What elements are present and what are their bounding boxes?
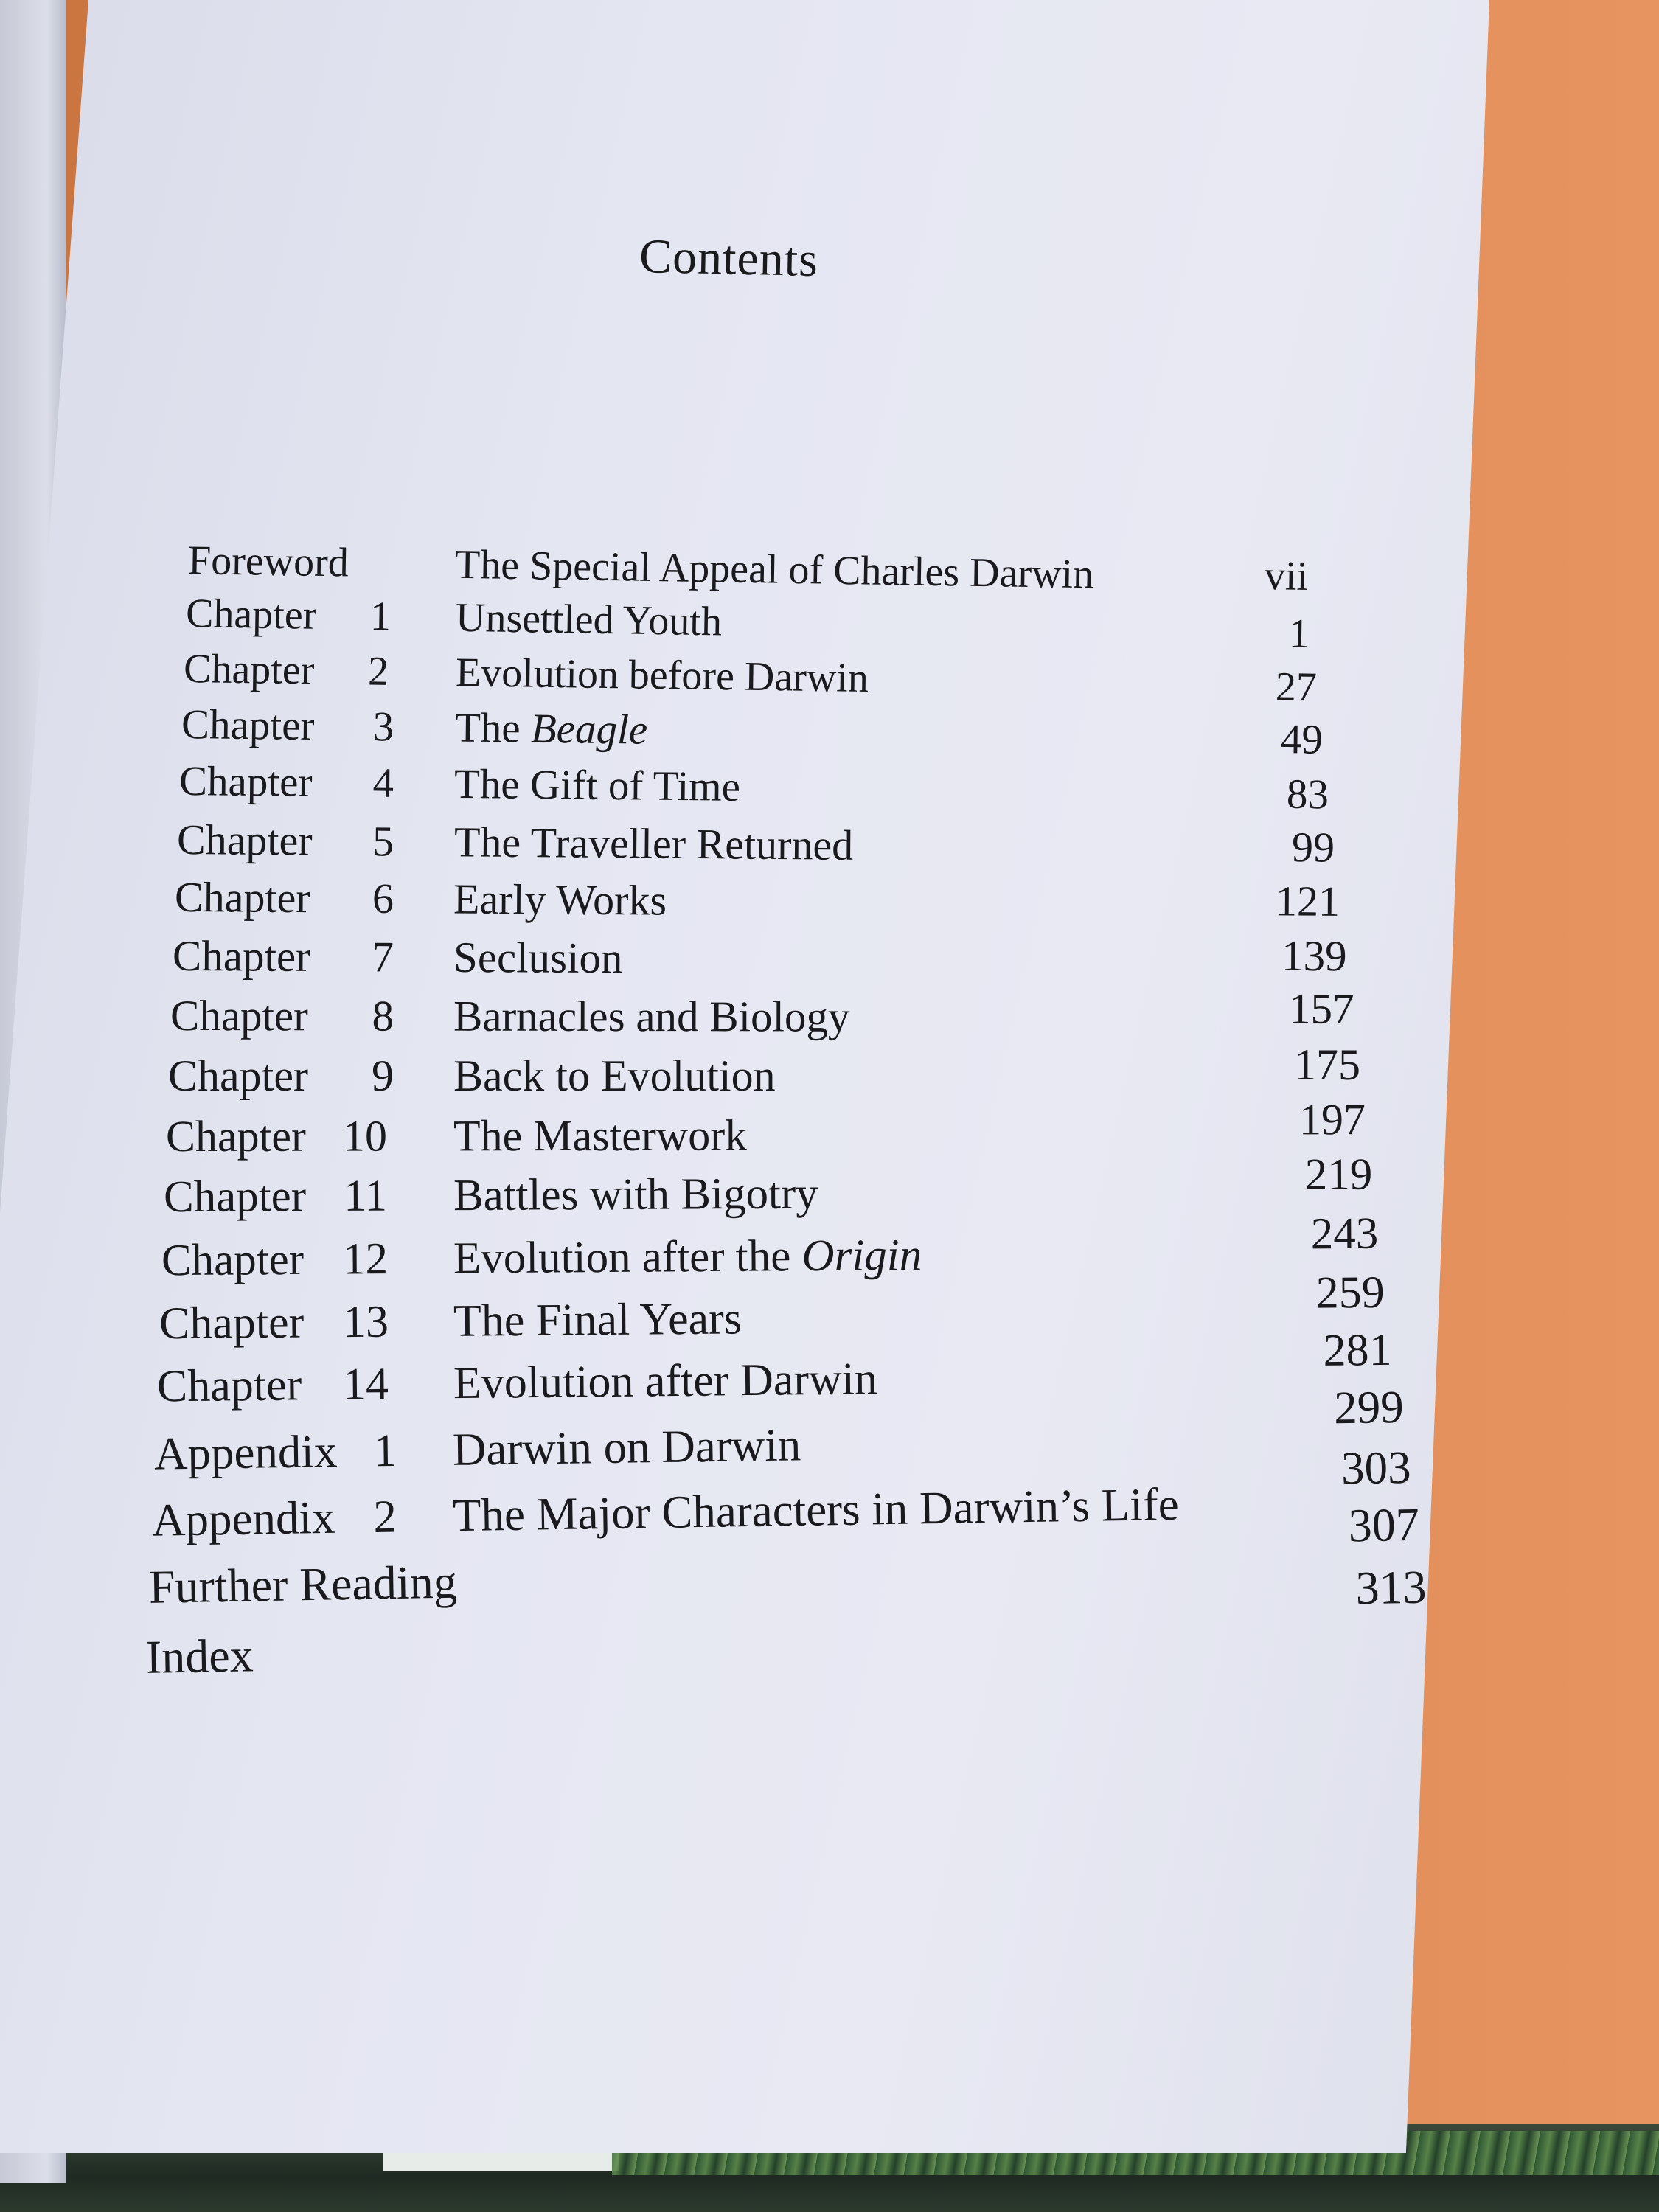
toc-entry-title bbox=[453, 1353, 878, 1410]
toc-entry-title bbox=[454, 817, 854, 870]
toc-entry-number: 3 bbox=[372, 703, 394, 751]
toc-entry-page: 27 bbox=[1275, 664, 1318, 711]
toc-entry-number: 7 bbox=[372, 932, 394, 981]
toc-entry-title-text: The Traveller Returned bbox=[453, 818, 854, 869]
toc-entry-page: 99 bbox=[1291, 823, 1335, 872]
toc-entry-number: 2 bbox=[367, 648, 389, 695]
toc-entry-title-text: The Special Appeal of Charles Darwin bbox=[454, 541, 1094, 598]
toc-entry-label: Foreword bbox=[187, 538, 349, 586]
toc-entry-number: 12 bbox=[342, 1234, 389, 1284]
toc-entry-title-italic: Beagle bbox=[530, 705, 648, 754]
toc-entry-title bbox=[454, 760, 741, 811]
toc-entry-title bbox=[453, 1051, 776, 1102]
toc-entry-label: Appendix bbox=[151, 1491, 335, 1546]
toc-entry-number: 1 bbox=[369, 593, 392, 640]
toc-entry-title bbox=[452, 1418, 801, 1477]
toc-entry-title-text: The Gift of Time bbox=[453, 760, 741, 810]
toc-entry-label: Chapter bbox=[165, 1111, 306, 1161]
toc-entry-number: 9 bbox=[372, 1051, 394, 1100]
toc-entry-page: 49 bbox=[1280, 716, 1324, 763]
toc-entry-label: Chapter bbox=[163, 1172, 307, 1222]
toc-entry-title-text: Back to Evolution bbox=[453, 1051, 776, 1100]
toc-entry-title bbox=[453, 1168, 818, 1222]
toc-entry-label: Appendix bbox=[153, 1425, 338, 1480]
toc-entry-number: 8 bbox=[372, 991, 394, 1040]
toc-entry bbox=[0, 871, 1340, 939]
toc-entry-number: 5 bbox=[372, 817, 394, 866]
toc-entry-label: Chapter bbox=[176, 815, 313, 865]
toc-entry-page: 281 bbox=[1323, 1324, 1392, 1376]
toc-entry bbox=[0, 1040, 1360, 1110]
toc-entry-page: 197 bbox=[1298, 1095, 1366, 1144]
toc-entry-label: Chapter bbox=[174, 872, 310, 922]
toc-entry-label: Index bbox=[145, 1629, 254, 1683]
toc-entry-number: 6 bbox=[372, 874, 394, 922]
toc-entry-title bbox=[453, 1110, 747, 1162]
toc-entry-title bbox=[455, 703, 648, 754]
toc-entry-title-text: Seclusion bbox=[453, 932, 623, 983]
toc-entry bbox=[0, 984, 1354, 1051]
toc-entry-title bbox=[453, 1293, 742, 1347]
page-title: Contents bbox=[639, 229, 819, 288]
toc-entry-number: 1 bbox=[372, 1424, 397, 1477]
toc-entry-title-text: The Masterwork bbox=[453, 1110, 748, 1161]
toc-entry-page: vii bbox=[1264, 553, 1309, 599]
toc-entry-page: 219 bbox=[1304, 1150, 1373, 1200]
toc-entry-title bbox=[455, 541, 1094, 599]
toc-entry-title bbox=[453, 932, 623, 984]
toc-entry-page: 175 bbox=[1294, 1040, 1360, 1089]
toc-entry-label: Chapter bbox=[181, 700, 315, 750]
toc-entry-title-text: Barnacles and Biology bbox=[453, 991, 850, 1041]
toc-entry-page: 313 bbox=[1354, 1560, 1427, 1615]
toc-entry-number: 13 bbox=[342, 1296, 389, 1348]
toc-entry-number: 2 bbox=[372, 1490, 397, 1543]
toc-entry-title-text: Early Works bbox=[453, 874, 667, 925]
toc-entry-title bbox=[456, 649, 869, 702]
toc-entry bbox=[0, 1095, 1366, 1170]
toc-entry-label: Chapter bbox=[172, 931, 310, 981]
toc-entry-label: Chapter bbox=[161, 1234, 305, 1286]
toc-entry-page: 259 bbox=[1315, 1267, 1385, 1318]
toc-entry-number: 4 bbox=[372, 759, 394, 807]
toc-entry bbox=[0, 1150, 1373, 1231]
toc-entry-title bbox=[453, 991, 850, 1043]
toc-entry-label: Further Reading bbox=[148, 1555, 458, 1613]
toc-entry-title bbox=[452, 1478, 1179, 1543]
toc-entry-title bbox=[453, 1230, 922, 1284]
toc-entry-label: Chapter bbox=[168, 1051, 308, 1100]
toc-entry-page: 121 bbox=[1275, 877, 1340, 925]
toc-entry bbox=[0, 930, 1347, 995]
toc-entry-page: 139 bbox=[1281, 931, 1347, 981]
toc-entry-number: 11 bbox=[344, 1171, 388, 1221]
toc-entry-title-text: The Major Characters in Darwin’s Life bbox=[452, 1478, 1180, 1542]
toc-entry-number: 14 bbox=[342, 1359, 389, 1410]
toc-entry-title-text: Battles with Bigotry bbox=[453, 1169, 818, 1221]
toc-entry-label: Chapter bbox=[159, 1297, 305, 1349]
toc-entry-page: 1 bbox=[1288, 611, 1310, 657]
toc-entry-label: Chapter bbox=[170, 990, 308, 1040]
toc-entry-page: 83 bbox=[1286, 771, 1329, 818]
toc-entry-title bbox=[453, 874, 667, 925]
toc-entry-title-text: The bbox=[454, 704, 532, 752]
toc-entry-label: Chapter bbox=[183, 645, 315, 694]
toc-entry-title bbox=[456, 594, 723, 646]
toc-entry-title-text: Darwin on Darwin bbox=[452, 1419, 801, 1475]
toc-entry-page: 299 bbox=[1333, 1380, 1405, 1434]
toc-entry-label: Chapter bbox=[178, 757, 313, 806]
toc-entry-number: 10 bbox=[342, 1111, 388, 1161]
toc-entry-page: 243 bbox=[1310, 1208, 1379, 1259]
toc-entry-page: 303 bbox=[1340, 1441, 1412, 1495]
toc-entry-label: Chapter bbox=[185, 591, 317, 639]
toc-entry-page: 157 bbox=[1288, 984, 1354, 1033]
toc-entry-page: 307 bbox=[1348, 1498, 1420, 1552]
toc-entry-title-text: Unsettled Youth bbox=[455, 594, 723, 645]
toc-entry-title-text: The Final Years bbox=[453, 1293, 742, 1346]
toc-entry-title-text: Evolution after Darwin bbox=[453, 1354, 878, 1409]
toc-entry-title-italic: Origin bbox=[801, 1231, 922, 1281]
toc-entry-label: Chapter bbox=[156, 1360, 302, 1412]
toc-entry-title-text: Evolution after the bbox=[453, 1231, 802, 1284]
toc-entry-title-text: Evolution before Darwin bbox=[455, 650, 869, 701]
